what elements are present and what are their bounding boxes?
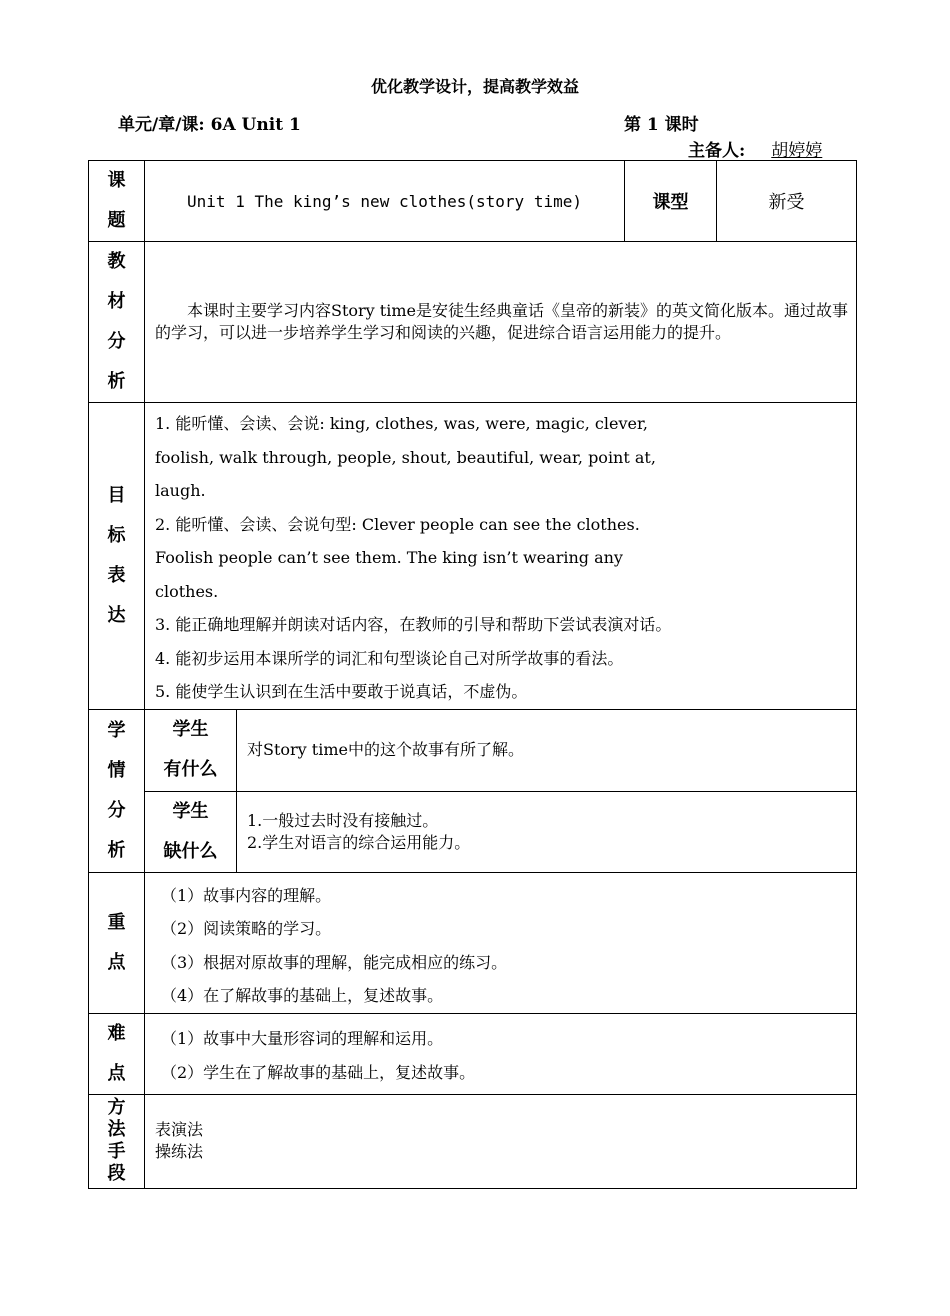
learner-lacks-item: 2.学生对语言的综合运用能力。 bbox=[247, 832, 471, 852]
preparer bbox=[688, 136, 822, 161]
key-point-item: （1）故事内容的理解。 bbox=[161, 885, 332, 905]
goal-line: Foolish people can’t see them. The king isn’t wearing any bbox=[155, 548, 623, 567]
method-item: 表演法 bbox=[155, 1120, 204, 1139]
difficult-points-cell bbox=[145, 1013, 857, 1094]
analysis-text-cell bbox=[145, 242, 857, 403]
preparer-name: 胡婷婷 bbox=[771, 141, 823, 161]
learner-has-row bbox=[89, 709, 857, 791]
goals-row bbox=[89, 403, 857, 710]
goal-line: foolish, walk through, people, shout, beautiful, wear, point at, bbox=[155, 447, 656, 467]
difficult-point-item: （1）故事中大量形容词的理解和运用。 bbox=[161, 1029, 444, 1048]
lesson-type-label: 课型 bbox=[625, 161, 717, 242]
goal-line: 1. 能听懂、会读、会说: king, clothes, was, were, magic, clever, bbox=[155, 414, 648, 433]
unit-line: 单元/章/课: 6A Unit 1 bbox=[118, 115, 301, 135]
goal-line: 3. 能正确地理解并朗读对话内容，在教师的引导和帮助下尝试表演对话。 bbox=[155, 615, 672, 634]
learner-has-cell bbox=[237, 709, 857, 791]
topic-row bbox=[89, 161, 857, 242]
methods-label: 方 法 手 段 bbox=[89, 1094, 145, 1188]
learner-has-text: 对Story time中的这个故事有所了解。 bbox=[247, 740, 524, 759]
learner-has-label: 学生 有什么 bbox=[145, 709, 237, 791]
methods-cell bbox=[145, 1094, 857, 1188]
analysis-row bbox=[89, 242, 857, 403]
key-point-item: （3）根据对原故事的理解，能完成相应的练习。 bbox=[161, 952, 508, 972]
lesson-type-value: 新受 bbox=[717, 161, 857, 242]
learner-lacks-cell bbox=[237, 791, 857, 872]
key-point-item: （4）在了解故事的基础上，复述故事。 bbox=[161, 986, 444, 1005]
topic-label: 课 题 bbox=[89, 161, 145, 242]
goal-line: laugh. bbox=[155, 481, 206, 500]
key-points-label: 重 点 bbox=[89, 872, 145, 1013]
goal-line: 2. 能听懂、会读、会说句型: Clever people can see the clothes. bbox=[155, 514, 640, 534]
learner-lacks-label: 学生 缺什么 bbox=[145, 791, 237, 872]
lesson-plan-table bbox=[88, 160, 857, 1189]
learner-lacks-row bbox=[89, 791, 857, 872]
learner-lacks-item: 1.一般过去时没有接触过。 bbox=[247, 810, 439, 830]
methods-row bbox=[89, 1094, 857, 1188]
difficult-point-item: （2）学生在了解故事的基础上，复述故事。 bbox=[161, 1062, 476, 1082]
learner-analysis-label: 学 情 分 析 bbox=[89, 709, 145, 872]
page-title: 优化教学设计，提高教学效益 bbox=[370, 77, 579, 96]
goals-cell bbox=[145, 403, 857, 710]
difficult-points-label: 难 点 bbox=[89, 1013, 145, 1094]
lesson-title: Unit 1 The king’s new clothes(story time) bbox=[145, 161, 625, 242]
goal-line: 5. 能使学生认识到在生活中要敢于说真话，不虚伪。 bbox=[155, 682, 528, 701]
goal-line: 4. 能初步运用本课所学的词汇和句型谈论自己对所学故事的看法。 bbox=[155, 648, 624, 668]
key-point-item: （2）阅读策略的学习。 bbox=[161, 919, 332, 938]
method-item: 操练法 bbox=[155, 1142, 204, 1161]
goal-line: clothes. bbox=[155, 581, 219, 601]
key-points-cell bbox=[145, 872, 857, 1013]
key-points-row bbox=[89, 872, 857, 1013]
goals-list bbox=[145, 403, 856, 709]
preparer-label: 主备人: bbox=[688, 141, 746, 161]
goals-label: 目 标 表 达 bbox=[89, 403, 145, 710]
period-line: 第 1 课时 bbox=[624, 115, 699, 135]
analysis-label: 教 材 分 析 bbox=[89, 242, 145, 403]
difficult-points-row bbox=[89, 1013, 857, 1094]
analysis-text: 本课时主要学习内容Story time是安徒生经典童话《皇帝的新装》的英文简化版本。通过故事的学习，可以进一步培养学生学习和阅读的兴趣，促进综合语言运用能力的提升。 bbox=[155, 301, 848, 342]
